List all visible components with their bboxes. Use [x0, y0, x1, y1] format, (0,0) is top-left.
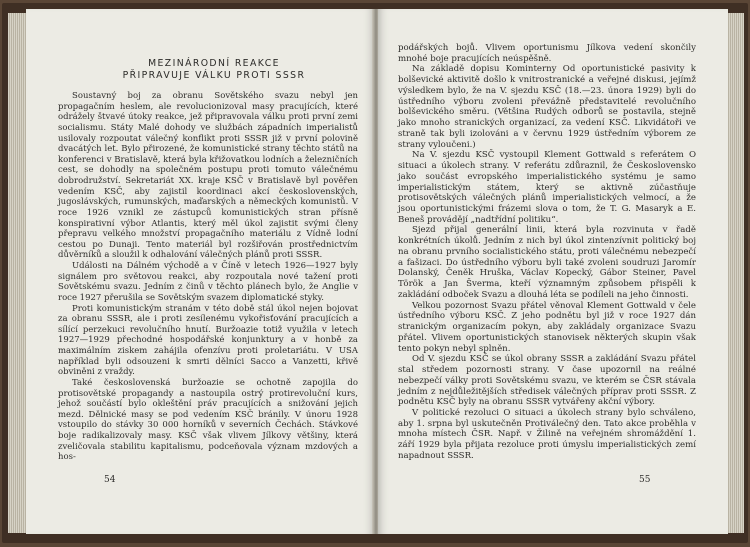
heading-line-2: PŘIPRAVUJE VÁLKU PROTI SSSR	[122, 70, 306, 81]
paragraph: Také československá buržoazie se ochotně zapojila do protisovětské propagandy a nastoupila ostrý protirevoluční kurs, jehož součástí bylo okleštění práv pracujících a snižování jejich mezd. Dělnické masy se pod vedením KSČ bránily. V únoru 1928 vstoupilo do stávky 30 000 horníků v severních Čechách. Stávkové boje radikalizovaly masy. KSČ však vlivem Jílkovy většiny, která zveličovala stabilitu kapitalismu, podceňovala význam mzdových a hos-	[58, 377, 358, 463]
chapter-heading	[64, 58, 364, 82]
page-number-left: 54	[104, 475, 116, 485]
paragraph: Na V. sjezdu KSČ vystoupil Klement Gottwald s referátem O situaci a úkolech strany. V referátu zdůraznil, že Československo jako součást evropského imperialistického systému je samo imperialistickým státem, který se aktivně zúčastňuje protisovětských válečných plánů imperialistických velmocí, a že jsou oportunistickými frázemi slova o tom, že T. G. Masaryk a E. Beneš provádějí „nadtřídní politiku“.	[398, 150, 696, 225]
right-page-text	[398, 43, 696, 462]
page-number-right: 55	[639, 475, 651, 485]
paragraph: Na základě dopisu Kominterny Od oportunistické pasivity k bolševické aktivitě došlo k vnitrostranické a veřejné diskusi, jejímž výsledkem bylo, že na V. sjezdu KSČ (18.—23. února 1929) byli do ústředního výboru zvoleni převážně představitelé revolučního bolševického směru. (Většina Rudých odborů se postavila, stejně jako mnoho stranických organizací, za vedení KSČ. Likvidátoři ve straně tak byli izolováni a v červnu 1929 ústředním výborem ze strany vyloučeni.)	[398, 64, 696, 150]
page-edges-right	[728, 13, 744, 533]
paragraph: Velkou pozornost Svazu přátel věnoval Klement Gottwald v čele ústředního výboru KSČ. Z jeho podnětu byl již v roce 1927 dán stranickým organizacím pokyn, aby zakládaly organizace Svazu přátel. Vlivem oportunistických stanovisek některých skupin však tento pokyn nebyl splněn.	[398, 300, 696, 354]
paragraph: Od V. sjezdu KSČ se úkol obrany SSSR a zakládání Svazu přátel stal středem pozornosti strany. V čase upozornil na reálné nebezpečí války proti Sovětskému svazu, ve kterém se ČSR stávala jedním z nejdůležitějších středisek válečných příprav proti SSSR. Z podnětu KSČ byly na obranu SSSR vytvářeny akční výbory.	[398, 354, 696, 408]
paragraph: V politické rezoluci O situaci a úkolech strany bylo schváleno, aby 1. srpna byl uskutečněn Protiválečný den. Tato akce proběhla v mnoha místech ČSR. Např. v Žilině na veřejném shromáždění 1. září 1929 byla přijata rezoluce proti úmyslu imperialistických zemí napadnout SSSR.	[398, 407, 696, 461]
paragraph: Sjezd přijal generální linii, která byla rozvinuta v řadě konkrétních úkolů. Jedním z nich byl úkol zintenzívnit politický boj na obranu prvního socialistického státu, proti válečnému nebezpečí a fašizaci. Do ústředního výboru byli také zvoleni soudruzi Jaromír Dolanský, Čeněk Hruška, Václav Kopecký, Gábor Steiner, Pavel Török a Jan Šverma, kteří významným způsobem přispěli k zakládání odboček Svazu a dlouhá léta se podíleli na jeho činnosti.	[398, 225, 696, 300]
paragraph: Soustavný boj za obranu Sovětského svazu nebyl jen propagačním heslem, ale revolucionizoval masy pracujících, které odrážely štvavé útoky reakce, jež připravovala válku proti první zemi socialismu. Státy Malé dohody ve službách západních imperialistů usilovaly rozpoutat válečný konflikt proti SSSR již v první polovině dvacátých let. Bylo přirozené, že komunistické strany těchto států na konferenci v Bratislavě, která byla křižovatkou lodních a železničních cest, se dohodly na společném postupu proti tomuto válečnému dobrodružství. Sekretariát XX. kraje KSČ v Bratislavě byl pověřen vedením KSČ, aby zajistil koordinaci akcí československých, jugoslávských, rumunských, maďarských a německých komunistů. V roce 1926 vznikl ze zástupců komunistických stran přísně konspirativní výbor Atlantis, který měl úkol zajistit svými členy přepravu velkého množství propagačního materiálu z Vídně lodní cestou po Dunaji. Tento materiál byl rozšiřován prostřednictvím důvěrníků a sloužil k odhalování válečných plánů proti SSSR.	[58, 91, 358, 261]
left-page-text	[58, 91, 358, 463]
paragraph: Události na Dálném východě a v Číně v letech 1926—1927 byly signálem pro světovou reakci, aby rozpoutala nové tažení proti Sovětskému svazu. Jedním z činů v těchto plánech bylo, že Anglie v roce 1927 přerušila se Sovětským svazem diplomatické styky.	[58, 261, 358, 303]
heading-line-1: MEZINÁRODNÍ REAKCE	[148, 58, 280, 69]
paragraph: Proti komunistickým stranám v této době stál úkol nejen bojovat za obranu SSSR, ale i proti zesílenému vykořisťování pracujících a sílící perzekuci revolučního hnutí. Buržoazie totiž využila v letech 1927—1929 přechodné hospodářské konjunktury a v honbě za maximálním ziskem zahájila ofenzívu proti proletariátu. V USA například byli odsouzeni k smrti dělníci Sacco a Vanzetti, křivě obviněni z vraždy.	[58, 303, 358, 378]
paragraph: podářských bojů. Vlivem oportunismu Jílkova vedení skončily mnohé boje pracujících neúspěšně.	[398, 43, 696, 64]
page-edges-left	[8, 13, 26, 533]
